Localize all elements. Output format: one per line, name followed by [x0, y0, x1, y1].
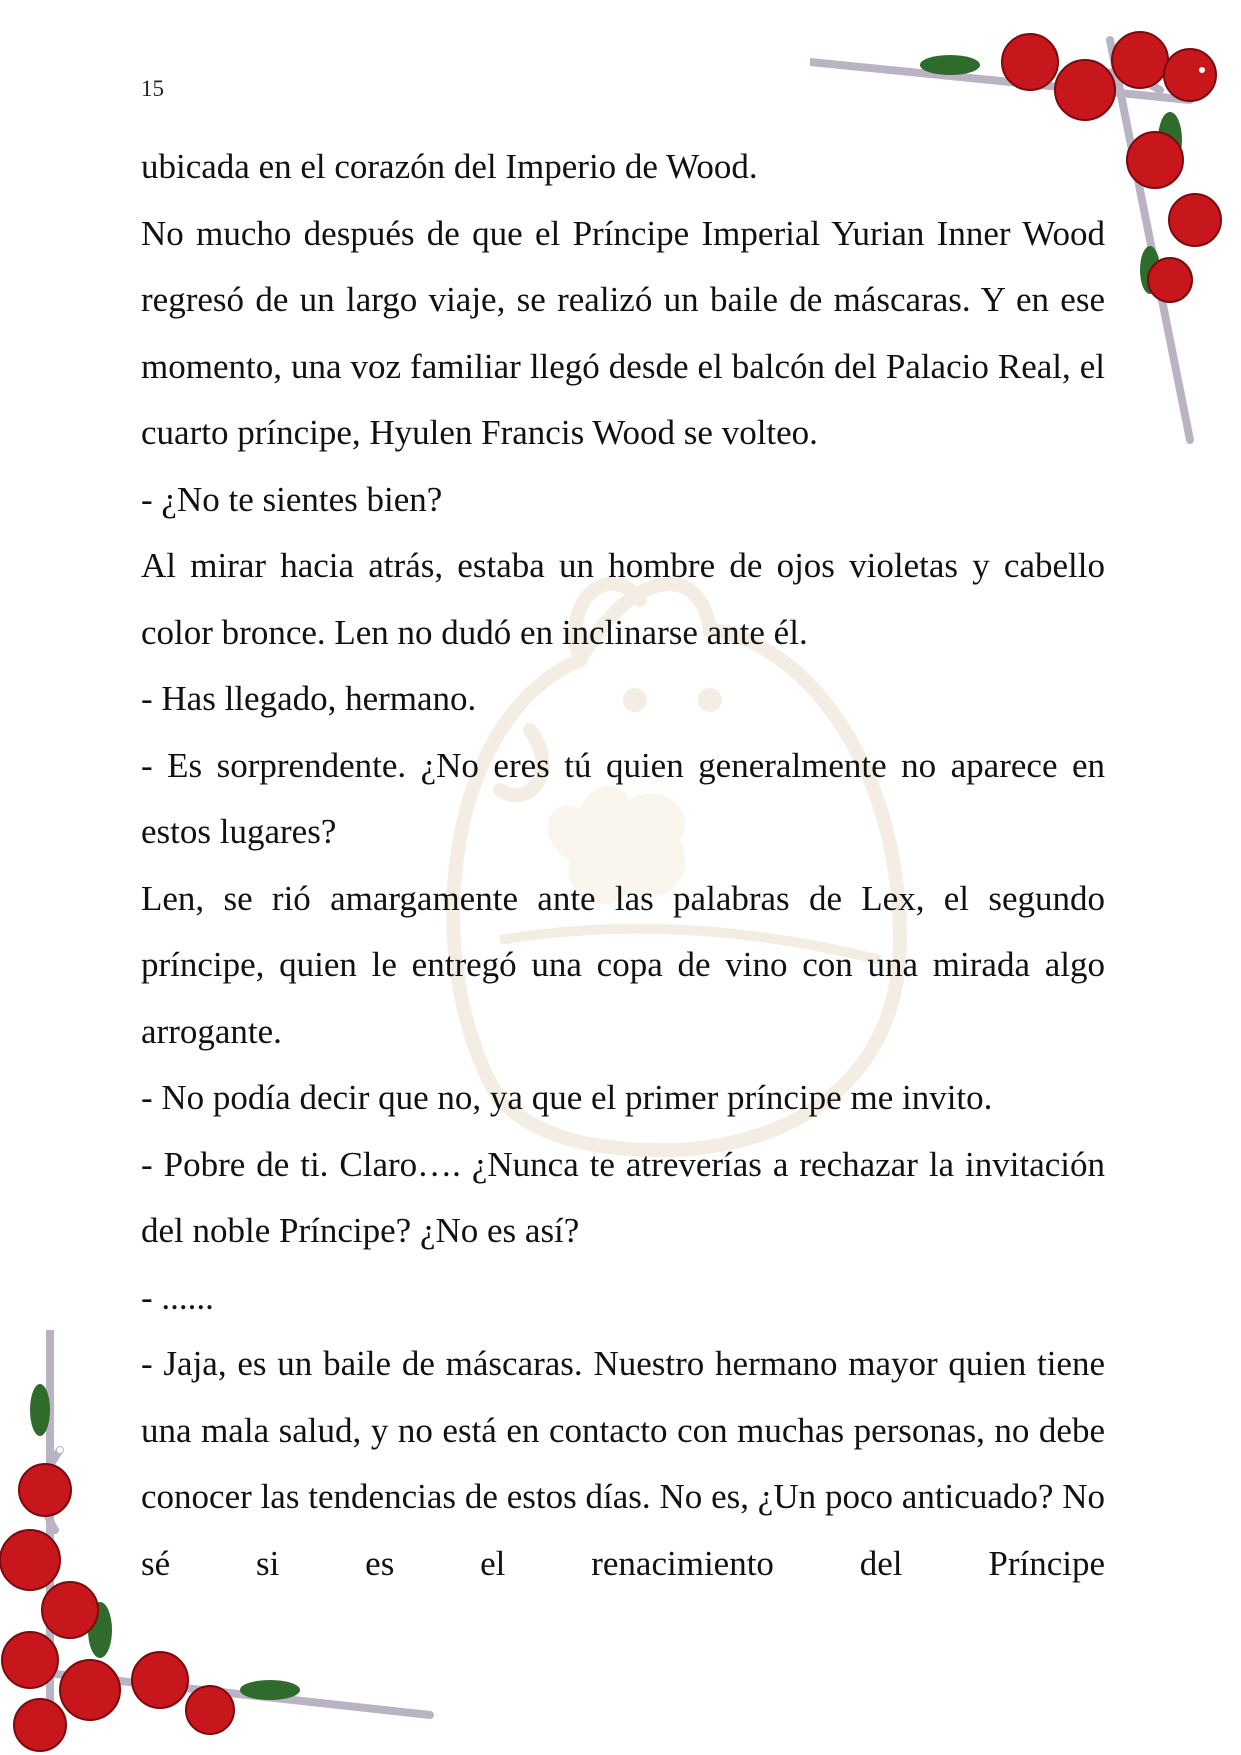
paragraph: - Has llegado, hermano. [141, 679, 477, 718]
paragraph: Len, se rió amargamente ante las palabras de Lex, el segundo príncipe, quien le entregó una copa de vino con una mirada algo arrogante. [141, 878, 1105, 1051]
paragraph: - No podía decir que no, ya que el primer príncipe me invito. [141, 1078, 993, 1117]
paragraph: - ...... [141, 1277, 214, 1317]
document-body [141, 134, 1105, 1597]
paragraph: No mucho después de que el Príncipe Imperial Yurian Inner Wood regresó de un largo viaje, se realizó un baile de máscaras. Y en ese momento, una voz familiar llegó desde el balcón del Palacio Real, el cuarto príncipe, Hyulen Francis Wood se volteo. [141, 213, 1105, 452]
paragraph: Al mirar hacia atrás, estaba un hombre de ojos violetas y cabello color bronce. Len no dudó en inclinarse ante él. [141, 546, 1105, 652]
paragraph: - Es sorprendente. ¿No eres tú quien generalmente no aparece en estos lugares? [141, 745, 1105, 851]
page-number: 15 [141, 76, 164, 101]
paragraph: - Pobre de ti. Claro…. ¿Nunca te atreverías a rechazar la invitación del noble Príncipe? ¿No es así? [141, 1144, 1105, 1250]
paragraph: - ¿No te sientes bien? [141, 479, 443, 519]
paragraph: - Jaja, es un baile de máscaras. Nuestro hermano mayor quien tiene una mala salud, y no está en contacto con muchas personas, no debe conocer las tendencias de estos días. No es, ¿Un poco anticuado? No sé si es el renacimiento del Príncipe [141, 1344, 1105, 1583]
paragraph: ubicada en el corazón del Imperio de Wood. [141, 147, 758, 186]
